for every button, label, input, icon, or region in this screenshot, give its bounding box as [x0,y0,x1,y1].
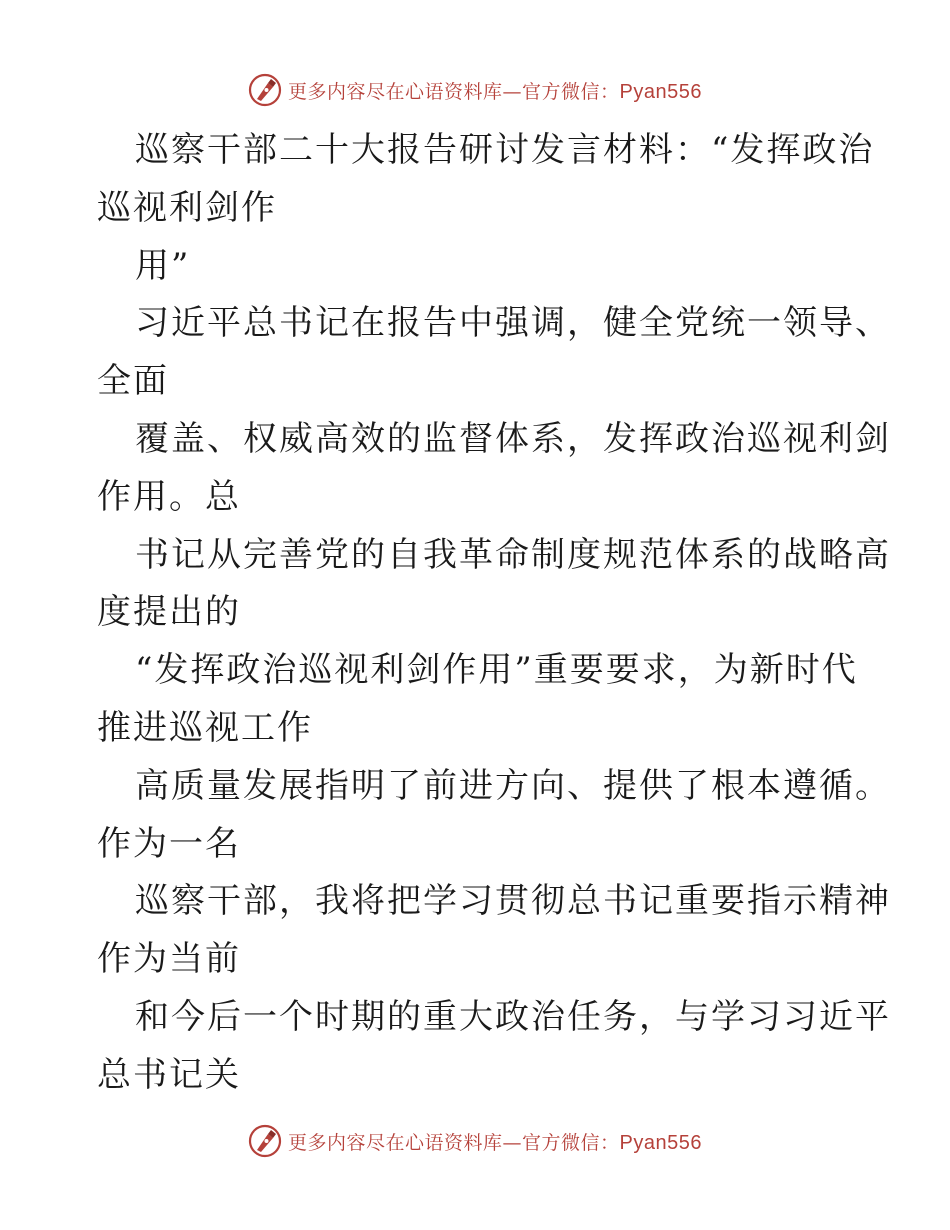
paragraph-line: 总书记关 [97,1054,241,1095]
paragraph-line: 覆盖、权威高效的监督体系，发挥政治巡视利剑 [135,418,891,459]
watermark-group [248,73,702,107]
paragraph-line: 推进巡视工作 [97,707,313,748]
pen-nib-seal-icon [248,1124,282,1158]
paragraph-line: 全面 [97,361,169,402]
watermark-site-text: 更多内容尽在心语资料库 [288,1131,503,1154]
title-line: 巡察干部二十大报告研讨发言材料：“发挥政治 [135,130,875,170]
pen-nib-seal-icon [248,73,282,107]
header-watermark [0,70,950,110]
watermark-group [248,1124,702,1158]
watermark-wechat-id: Pyan556 [619,1131,702,1154]
paragraph-line: 和今后一个时期的重大政治任务，与学习习近平 [135,996,891,1037]
paragraph-line: 作为一名 [97,823,241,864]
paragraph-line: 度提出的 [97,592,241,633]
watermark-text [288,77,702,104]
paragraph-line: 作用。总 [97,476,241,517]
footer-watermark [0,1121,950,1161]
watermark-site-text: 更多内容尽在心语资料库 [288,80,503,103]
paragraph-line: 作为当前 [97,939,241,980]
watermark-wechat-label: 官方微信： [522,1131,620,1154]
document-body [97,122,891,1105]
paragraph-line: 习近平总书记在报告中强调，健全党统一领导、 [135,303,891,344]
watermark-dash: — [502,80,523,103]
watermark-wechat-label: 官方微信： [522,80,620,103]
watermark-text [288,1128,702,1155]
paragraph-line: 巡察干部，我将把学习贯彻总书记重要指示精神 [135,881,891,922]
paragraph-line: 书记从完善党的自我革命制度规范体系的战略高 [135,534,891,575]
paragraph-line: “发挥政治巡视利剑作用”重要要求，为新时代 [135,650,858,691]
title-line: 巡视利剑作 [97,187,277,228]
paragraph-line: 高质量发展指明了前进方向、提供了根本遵循。 [135,765,891,806]
title-line: 用” [135,245,191,286]
watermark-dash: — [502,1131,523,1154]
watermark-wechat-id: Pyan556 [619,80,702,103]
